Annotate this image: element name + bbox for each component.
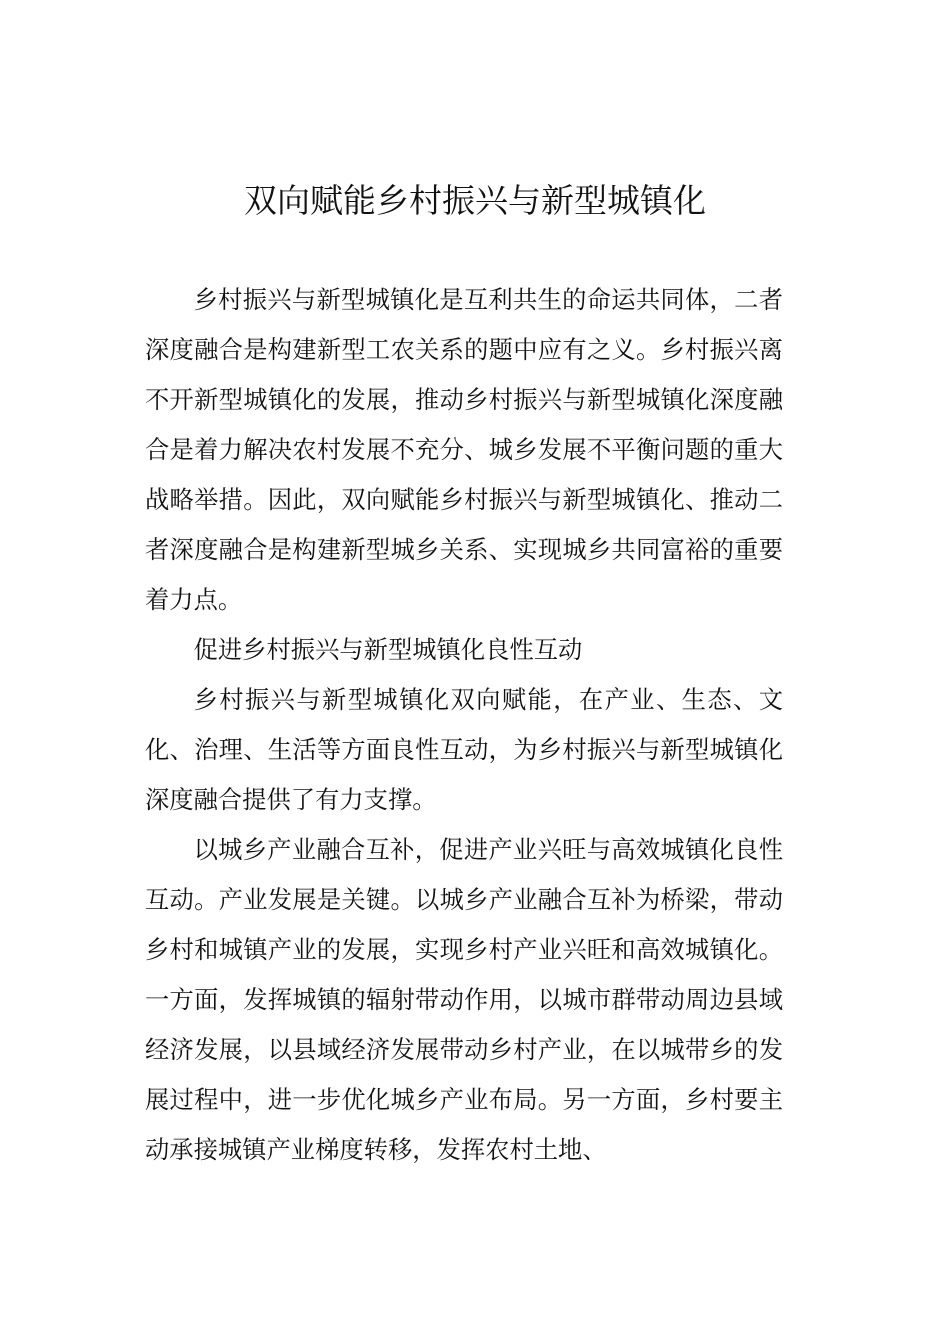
paragraph-overview: 乡村振兴与新型城镇化双向赋能，在产业、生态、文化、治理、生活等方面良性互动，为乡村振兴与新型城镇化深度融合提供了有力支撑。 [145,685,783,814]
paragraph-industry: 以城乡产业融合互补，促进产业兴旺与高效城镇化良性互动。产业发展是关键。以城乡产业融合互补为桥梁，带动乡村和城镇产业的发展，实现乡村产业兴旺和高效城镇化。一方面，发挥城镇的辐射带动作用，以城市群带动周边县域经济发展，以县域经济发展带动乡村产业，在以城带乡的发展过程中，进一步优化城乡产业布局。另一方面，乡村要主动承接城镇产业梯度转移，发挥农村土地、 [145,835,783,1164]
document-title: 双向赋能乡村振兴与新型城镇化 [244,181,706,220]
paragraph-intro: 乡村振兴与新型城镇化是互利共生的命运共同体，二者深度融合是构建新型工农关系的题中应有之义。乡村振兴离不开新型城镇化的发展，推动乡村振兴与新型城镇化深度融合是着力解决农村发展不充分、城乡发展不平衡问题的重大战略举措。因此，双向赋能乡村振兴与新型城镇化、推动二者深度融合是构建新型城乡关系、实现城乡共同富裕的重要着力点。 [145,285,783,614]
section-heading: 促进乡村振兴与新型城镇化良性互动 [193,635,583,664]
document-body [145,275,783,1175]
